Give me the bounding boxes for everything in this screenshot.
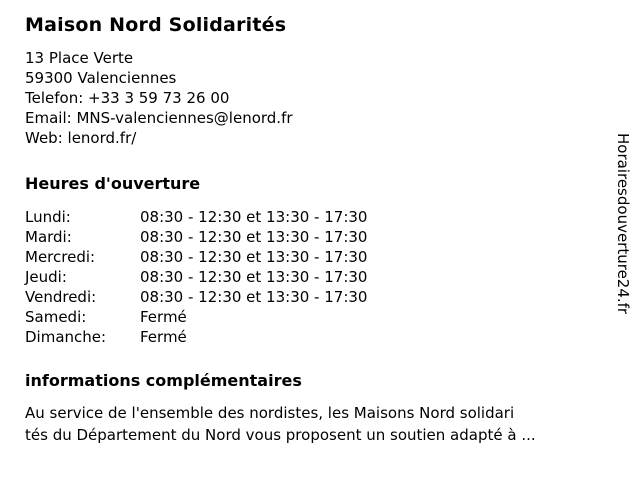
time-value: Fermé bbox=[140, 328, 187, 346]
day-label: Dimanche: bbox=[25, 328, 107, 346]
hours-row-sunday bbox=[25, 327, 615, 347]
address-city: 59300 Valenciennes bbox=[25, 69, 177, 87]
time-value: 08:30 - 12:30 et 13:30 - 17:30 bbox=[140, 208, 368, 226]
opening-hours-heading: Heures d'ouverture bbox=[25, 174, 201, 193]
day-label: Mercredi: bbox=[25, 248, 96, 266]
hours-row-saturday bbox=[25, 307, 615, 327]
hours-row-friday bbox=[25, 287, 615, 307]
site-watermark: Horairesdouverture24.fr bbox=[614, 133, 632, 315]
info-paragraph-line-1: Au service de l'ensemble des nordistes, les Maisons Nord solidari bbox=[25, 404, 515, 422]
web-line: Web: lenord.fr/ bbox=[25, 129, 137, 147]
additional-info-heading: informations complémentaires bbox=[25, 371, 302, 390]
contact-block bbox=[25, 48, 615, 148]
time-value: Fermé bbox=[140, 308, 187, 326]
hours-row-thursday bbox=[25, 267, 615, 287]
address-street: 13 Place Verte bbox=[25, 49, 134, 67]
info-paragraph-line-2: tés du Département du Nord vous proposent un soutien adapté à ... bbox=[25, 426, 536, 444]
additional-info-block bbox=[25, 371, 615, 446]
opening-hours-table bbox=[25, 207, 615, 347]
time-value: 08:30 - 12:30 et 13:30 - 17:30 bbox=[140, 268, 368, 286]
business-name-heading: Maison Nord Solidarités bbox=[25, 14, 287, 36]
day-label: Jeudi: bbox=[25, 268, 67, 286]
hours-row-monday bbox=[25, 207, 615, 227]
day-label: Mardi: bbox=[25, 228, 72, 246]
time-value: 08:30 - 12:30 et 13:30 - 17:30 bbox=[140, 248, 368, 266]
day-label: Lundi: bbox=[25, 208, 71, 226]
day-label: Samedi: bbox=[25, 308, 87, 326]
time-value: 08:30 - 12:30 et 13:30 - 17:30 bbox=[140, 288, 368, 306]
email-line: Email: MNS-valenciennes@lenord.fr bbox=[25, 109, 293, 127]
hours-row-wednesday bbox=[25, 247, 615, 267]
time-value: 08:30 - 12:30 et 13:30 - 17:30 bbox=[140, 228, 368, 246]
day-label: Vendredi: bbox=[25, 288, 97, 306]
hours-row-tuesday bbox=[25, 227, 615, 247]
phone-line: Telefon: +33 3 59 73 26 00 bbox=[25, 89, 230, 107]
